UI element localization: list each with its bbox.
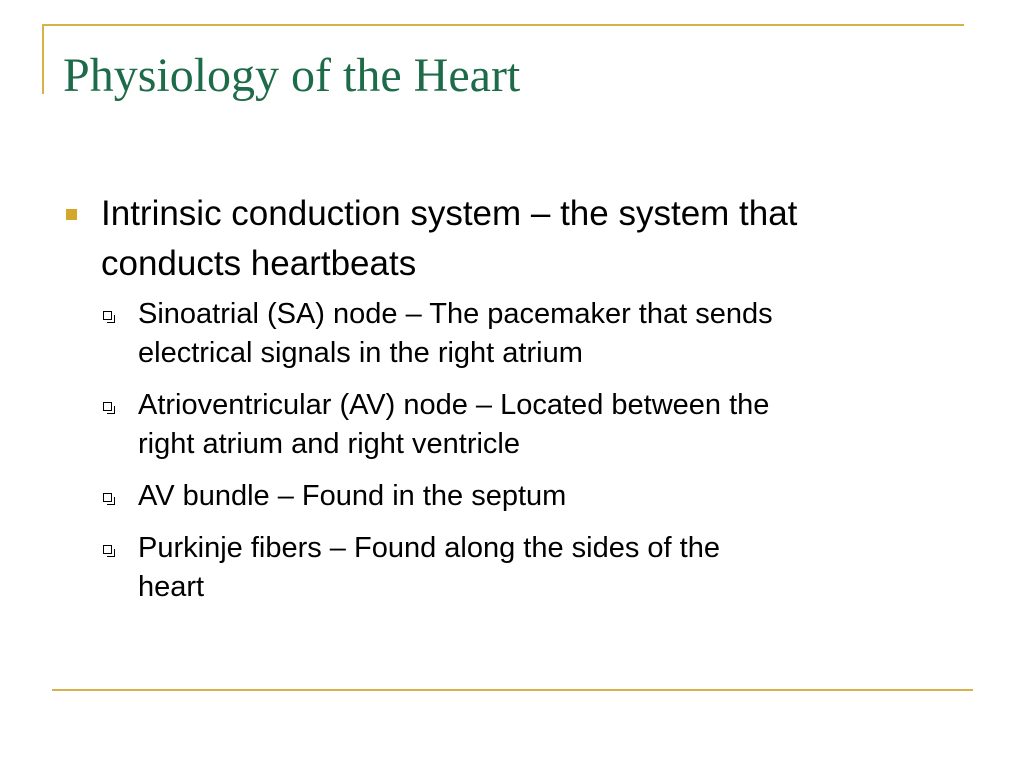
frame-top-line — [44, 24, 964, 26]
main-bullet-point — [62, 189, 962, 289]
hollow-square-bullet-icon — [103, 545, 112, 554]
slide-title: Physiology of the Heart — [63, 49, 521, 102]
sub-point-line2: right atrium and right ventricle — [138, 428, 520, 460]
sub-bullet-sa-node — [62, 295, 962, 373]
filled-square-bullet-icon — [66, 209, 77, 220]
frame-left-line — [42, 24, 44, 94]
sub-point-line1: Purkinje fibers – Found along the sides of the — [138, 532, 720, 564]
sub-point-line1: Sinoatrial (SA) node – The pacemaker that sends — [138, 298, 773, 330]
sub-point-line1: Atrioventricular (AV) node – Located between the — [138, 389, 770, 421]
sub-point-line2: heart — [138, 571, 205, 603]
hollow-square-bullet-icon — [103, 493, 112, 502]
main-point-line2: conducts heartbeats — [101, 244, 417, 283]
frame-bottom-line — [52, 689, 973, 691]
sub-point-line2: electrical signals in the right atrium — [138, 337, 583, 369]
slide-body — [62, 189, 962, 620]
hollow-square-bullet-icon — [103, 311, 112, 320]
sub-point-line1: AV bundle – Found in the septum — [138, 480, 567, 512]
main-point-line1: Intrinsic conduction system – the system that — [101, 194, 798, 233]
sub-bullet-av-bundle — [62, 477, 962, 516]
sub-bullet-purkinje-fibers — [62, 529, 962, 607]
sub-bullet-av-node — [62, 386, 962, 464]
hollow-square-bullet-icon — [103, 402, 112, 411]
sub-bullet-list — [62, 295, 962, 607]
